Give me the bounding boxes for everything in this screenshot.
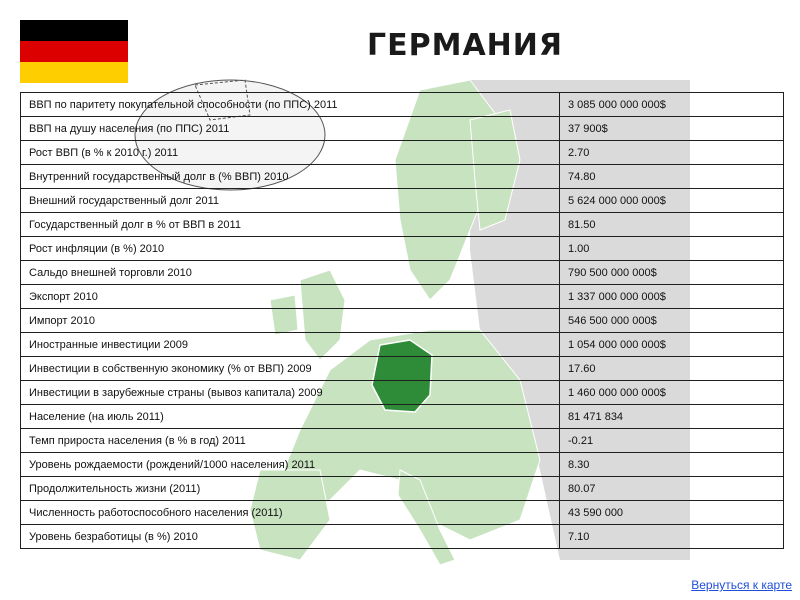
row-label: Инвестиции в зарубежные страны (вывоз капитала) 2009 [21, 381, 560, 405]
table-row [21, 501, 784, 525]
row-label: Инвестиции в собственную экономику (% от ВВП) 2009 [21, 357, 560, 381]
row-value: 1 460 000 000 000$ [560, 381, 784, 405]
row-label: Численность работоспособного населения (2011) [21, 501, 560, 525]
row-value: 5 624 000 000 000$ [560, 189, 784, 213]
row-label: Государственный долг в % от ВВП в 2011 [21, 213, 560, 237]
row-value: 546 500 000 000$ [560, 309, 784, 333]
row-value: 81.50 [560, 213, 784, 237]
flag-stripe-black [20, 20, 128, 41]
row-value: 790 500 000 000$ [560, 261, 784, 285]
page-title: ГЕРМАНИЯ [367, 28, 563, 63]
row-value: 80.07 [560, 477, 784, 501]
row-label: Внешний государственный долг 2011 [21, 189, 560, 213]
row-label: ВВП на душу населения (по ППС) 2011 [21, 117, 560, 141]
flag-stripe-red [20, 41, 128, 62]
row-label: Иностранные инвестиции 2009 [21, 333, 560, 357]
row-value: 7.10 [560, 525, 784, 549]
table-row [21, 333, 784, 357]
table-row [21, 477, 784, 501]
row-value: 3 085 000 000 000$ [560, 93, 784, 117]
row-label: Рост ВВП (в % к 2010 г.) 2011 [21, 141, 560, 165]
row-value: 17.60 [560, 357, 784, 381]
row-value: 8.30 [560, 453, 784, 477]
stats-table [20, 92, 784, 549]
row-label: ВВП по паритету покупательной способности (по ППС) 2011 [21, 93, 560, 117]
table-row [21, 309, 784, 333]
row-label: Импорт 2010 [21, 309, 560, 333]
row-label: Внутренний государственный долг в (% ВВП) 2010 [21, 165, 560, 189]
row-label: Продолжительность жизни (2011) [21, 477, 560, 501]
row-label: Уровень рождаемости (рождений/1000 населения) 2011 [21, 453, 560, 477]
flag-stripe-gold [20, 62, 128, 83]
row-value: 1.00 [560, 237, 784, 261]
row-value: 43 590 000 [560, 501, 784, 525]
table-row [21, 525, 784, 549]
table-row [21, 285, 784, 309]
table-row [21, 117, 784, 141]
table-row [21, 261, 784, 285]
row-value: 1 054 000 000 000$ [560, 333, 784, 357]
table-row [21, 381, 784, 405]
back-to-map-link[interactable]: Вернуться к карте [691, 578, 792, 592]
row-label: Уровень безработицы (в %) 2010 [21, 525, 560, 549]
table-row [21, 93, 784, 117]
table-row [21, 453, 784, 477]
row-value: -0.21 [560, 429, 784, 453]
row-value: 74.80 [560, 165, 784, 189]
table-row [21, 141, 784, 165]
row-label: Рост инфляции (в %) 2010 [21, 237, 560, 261]
table-row [21, 213, 784, 237]
table-row [21, 357, 784, 381]
row-value: 1 337 000 000 000$ [560, 285, 784, 309]
table-row [21, 429, 784, 453]
row-label: Население (на июль 2011) [21, 405, 560, 429]
table-row [21, 165, 784, 189]
row-label: Экспорт 2010 [21, 285, 560, 309]
table-row [21, 237, 784, 261]
row-value: 37 900$ [560, 117, 784, 141]
table-row [21, 405, 784, 429]
row-label: Сальдо внешней торговли 2010 [21, 261, 560, 285]
row-value: 2.70 [560, 141, 784, 165]
row-label: Темп прироста населения (в % в год) 2011 [21, 429, 560, 453]
germany-flag [20, 20, 128, 83]
table-row [21, 189, 784, 213]
row-value: 81 471 834 [560, 405, 784, 429]
